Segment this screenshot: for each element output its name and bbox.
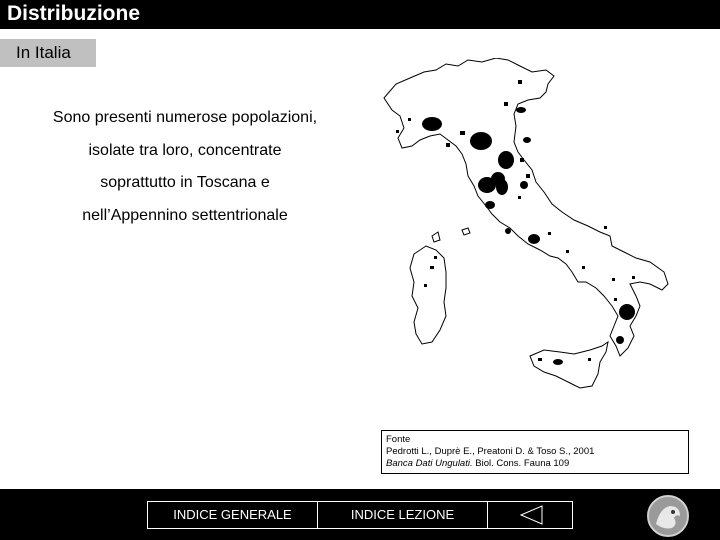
sardinia-outline	[410, 246, 446, 344]
elba-island	[462, 228, 470, 235]
section-label	[0, 39, 96, 67]
patch	[632, 276, 635, 279]
sicily-outline	[530, 342, 608, 388]
title-bar	[0, 0, 720, 29]
section-label-text: In Italia	[16, 43, 71, 62]
patch	[526, 174, 530, 178]
lesson-index-button[interactable]	[317, 501, 488, 529]
patch	[396, 130, 399, 133]
body-line-1: Sono presenti numerose popolazioni,	[52, 109, 318, 126]
patch	[446, 143, 450, 147]
source-publication-title: Banca Dati Ungulati.	[386, 458, 473, 469]
body-line-2: isolate tra loro, concentrate	[88, 141, 282, 159]
italy-distribution-map	[375, 58, 675, 428]
body-text	[20, 102, 350, 232]
patch	[434, 256, 437, 259]
patch	[504, 102, 508, 106]
general-index-label: INDICE GENERALE	[173, 507, 292, 522]
patch	[520, 181, 528, 189]
source-authors: Pedrotti L., Duprè E., Preatoni D. & Toso S., 2001	[386, 446, 595, 457]
patch	[520, 158, 524, 162]
patch	[604, 226, 607, 229]
corsica-tip	[432, 232, 440, 242]
lesson-index-label: INDICE LEZIONE	[350, 507, 455, 522]
patch	[528, 234, 540, 244]
back-button[interactable]	[487, 501, 573, 529]
patch	[485, 201, 495, 209]
source-publication	[386, 458, 684, 470]
body-line-3: soprattutto in Toscana e	[100, 174, 270, 191]
patch	[422, 117, 442, 131]
patch	[516, 107, 526, 113]
patch	[553, 359, 563, 365]
emblem-icon[interactable]	[646, 494, 690, 538]
patch	[430, 266, 434, 269]
patch	[612, 278, 615, 281]
patch	[408, 118, 411, 121]
patch	[498, 151, 514, 169]
source-box	[381, 430, 689, 474]
patch	[470, 132, 492, 150]
patch	[478, 177, 496, 193]
patch	[619, 304, 635, 320]
body-line-4: nell’Appennino settentrionale	[82, 206, 288, 224]
patch	[538, 358, 542, 361]
patch	[616, 336, 624, 344]
patch	[588, 358, 591, 361]
general-index-button[interactable]	[147, 501, 318, 529]
source-publication-details: Biol. Cons. Fauna 109	[472, 458, 570, 469]
triangle-left-icon	[488, 502, 574, 528]
patch	[424, 284, 427, 287]
patch	[496, 179, 508, 195]
page-title: Distribuzione	[7, 2, 141, 25]
patch	[523, 137, 531, 143]
patch	[566, 250, 569, 253]
patch	[614, 298, 617, 301]
patch	[548, 232, 551, 235]
source-label: Fonte	[386, 434, 411, 445]
patch	[460, 131, 465, 135]
patch	[505, 228, 511, 234]
patch	[582, 266, 585, 269]
patch	[518, 80, 522, 84]
patch	[518, 196, 521, 199]
